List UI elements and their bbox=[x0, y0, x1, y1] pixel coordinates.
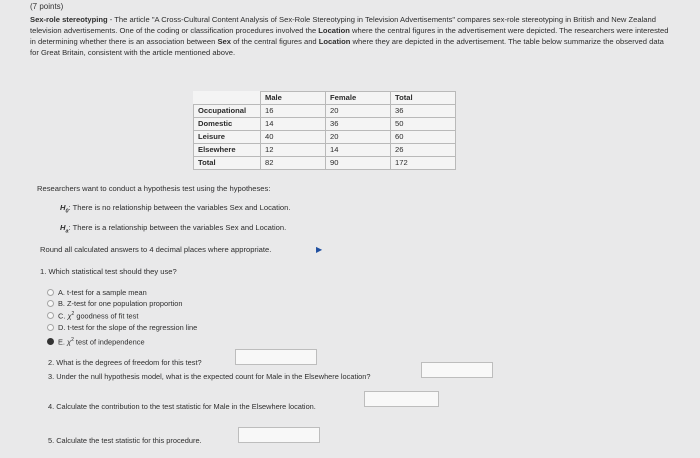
location-term-2: Location bbox=[318, 37, 351, 46]
table-row bbox=[194, 105, 456, 118]
q5-prompt: 5. Calculate the test statistic for this procedure. bbox=[48, 436, 202, 445]
option-prefix: E. bbox=[58, 337, 68, 347]
radio-button[interactable] bbox=[47, 300, 54, 307]
row-label: Occupational bbox=[194, 105, 261, 118]
q1-prompt: 1. Which statistical test should they use? bbox=[40, 267, 177, 276]
radio-button-selected[interactable] bbox=[47, 338, 54, 345]
intro-text-4: where they are depicted in the advertisement. The table below summarize the observed data for Great Britain, consistent with the article mentioned above. bbox=[30, 37, 664, 57]
question-title: Sex-role stereotyping bbox=[30, 15, 108, 24]
cell-total: 26 bbox=[391, 144, 456, 157]
chi-symbol: χ bbox=[67, 311, 72, 321]
intro-text-1: - The article "A Cross-Cultural Content Analysis of Sex-Role Stereotyping in Television Advertisements" compares sex-role stereotyping in British and New Zealand television advertisements. One of the coding or classification procedures involved the bbox=[30, 15, 656, 35]
option-suffix: test of independence bbox=[73, 337, 145, 347]
points-label: (7 points) bbox=[30, 2, 64, 11]
option-label: B. Z-test for one population proportion bbox=[58, 299, 183, 308]
table-corner bbox=[194, 92, 261, 105]
q2-answer-input[interactable] bbox=[235, 349, 317, 365]
superscript: 2 bbox=[71, 337, 74, 343]
radio-button[interactable] bbox=[47, 289, 54, 296]
ha-text: : There is a relationship between the variables Sex and Location. bbox=[68, 223, 287, 232]
cell-female: 14 bbox=[326, 144, 391, 157]
cell-male: 40 bbox=[261, 131, 326, 144]
observed-data-table bbox=[193, 91, 456, 170]
cell-male: 82 bbox=[261, 157, 326, 170]
superscript: 2 bbox=[71, 311, 75, 317]
cell-male: 16 bbox=[261, 105, 326, 118]
cell-female: 20 bbox=[326, 105, 391, 118]
row-label: Domestic bbox=[194, 118, 261, 131]
option-c[interactable] bbox=[47, 311, 138, 320]
null-hypothesis bbox=[60, 203, 290, 215]
row-label: Total bbox=[194, 157, 261, 170]
cell-total: 172 bbox=[391, 157, 456, 170]
header-female: Female bbox=[326, 92, 391, 105]
q3-prompt: 3. Under the null hypothesis model, what is the expected count for Male in the Elsewhere location? bbox=[48, 372, 371, 381]
table-header-row bbox=[194, 92, 456, 105]
header-male: Male bbox=[261, 92, 326, 105]
q3-answer-input[interactable] bbox=[421, 362, 493, 378]
h0-subscript: 0 bbox=[65, 208, 69, 215]
option-a[interactable] bbox=[47, 288, 147, 297]
location-term: Location bbox=[318, 26, 350, 35]
radio-button[interactable] bbox=[47, 324, 54, 331]
ha-subscript: a bbox=[65, 228, 69, 235]
cell-total: 50 bbox=[391, 118, 456, 131]
row-label: Elsewhere bbox=[194, 144, 261, 157]
q5-answer-input[interactable] bbox=[238, 427, 320, 443]
option-label bbox=[58, 337, 145, 346]
option-b[interactable] bbox=[47, 299, 182, 308]
row-label: Leisure bbox=[194, 131, 261, 144]
chi-symbol: χ bbox=[67, 337, 72, 347]
option-prefix: C. bbox=[58, 311, 68, 321]
option-label bbox=[58, 311, 138, 320]
rounding-note: Round all calculated answers to 4 decimal places where appropriate. bbox=[40, 245, 272, 254]
sex-term: Sex bbox=[217, 37, 231, 46]
question-intro bbox=[30, 14, 670, 58]
table-row bbox=[194, 144, 456, 157]
q2-prompt: 2. What is the degrees of freedom for this test? bbox=[48, 358, 202, 367]
ha-symbol: H bbox=[60, 223, 66, 232]
mouse-cursor-icon: ▶ bbox=[316, 245, 323, 254]
radio-button[interactable] bbox=[47, 312, 54, 319]
h0-text: : There is no relationship between the variables Sex and Location. bbox=[68, 203, 291, 212]
cell-total: 36 bbox=[391, 105, 456, 118]
cell-female: 36 bbox=[326, 118, 391, 131]
cell-male: 12 bbox=[261, 144, 326, 157]
h0-symbol: H bbox=[60, 203, 66, 212]
table-row bbox=[194, 157, 456, 170]
cell-female: 20 bbox=[326, 131, 391, 144]
option-label: A. t-test for a sample mean bbox=[58, 288, 147, 297]
header-total: Total bbox=[391, 92, 456, 105]
option-suffix: goodness of fit test bbox=[74, 311, 139, 321]
intro-text-2: where the central figures in the advertisement were depicted. The researchers were interested in determining whether there is an association between bbox=[30, 26, 669, 46]
q4-answer-input[interactable] bbox=[364, 391, 439, 407]
q4-prompt: 4. Calculate the contribution to the test statistic for Male in the Elsewhere location. bbox=[48, 402, 316, 411]
cell-total: 60 bbox=[391, 131, 456, 144]
intro-text-3: of the central figures and bbox=[230, 37, 319, 46]
option-label: D. t-test for the slope of the regression line bbox=[58, 323, 198, 332]
hypothesis-intro: Researchers want to conduct a hypothesis test using the hypotheses: bbox=[37, 184, 271, 193]
option-e[interactable] bbox=[47, 337, 145, 346]
alternative-hypothesis bbox=[60, 223, 286, 235]
table-row bbox=[194, 131, 456, 144]
cell-female: 90 bbox=[326, 157, 391, 170]
table-row bbox=[194, 118, 456, 131]
cell-male: 14 bbox=[261, 118, 326, 131]
option-d[interactable] bbox=[47, 323, 197, 332]
